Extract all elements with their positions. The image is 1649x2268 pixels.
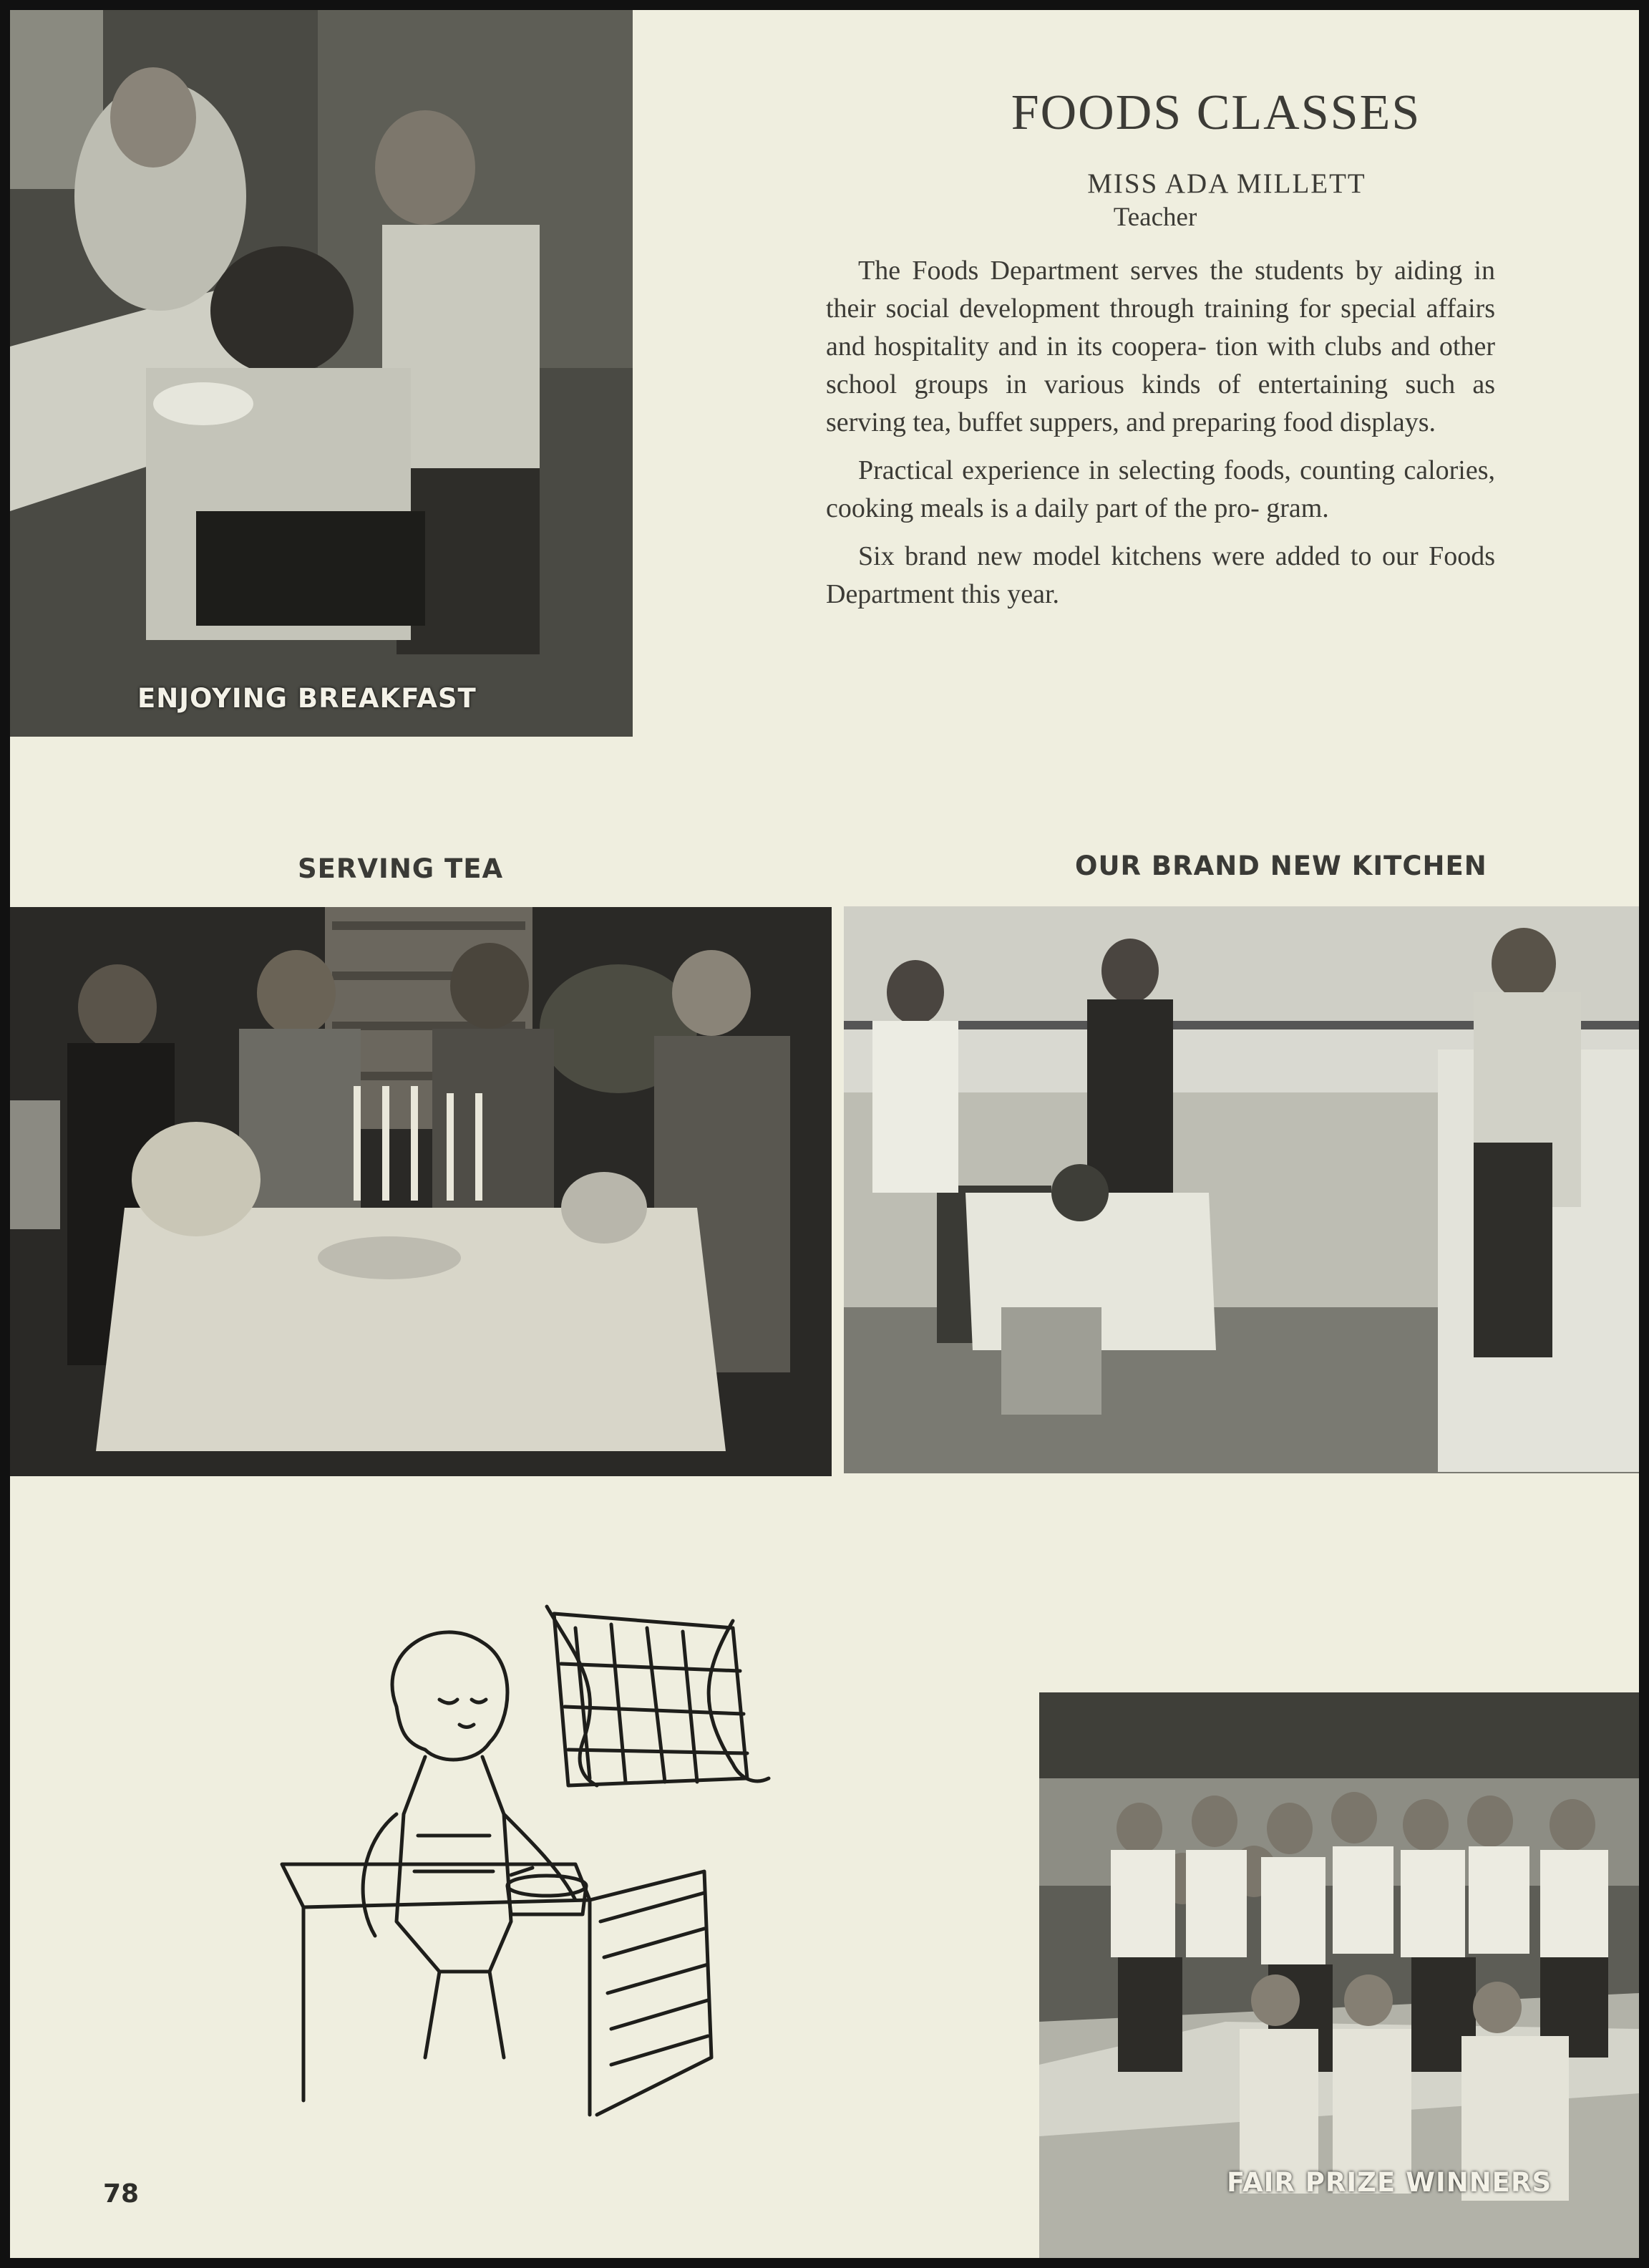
yearbook-page <box>10 10 1639 2258</box>
breakfast-photo-shapes <box>10 10 633 737</box>
photo-enjoying-breakfast <box>10 10 633 737</box>
teacher-role: Teacher <box>1113 203 1197 232</box>
caption-enjoying-breakfast: ENJOYING BREAKFAST <box>137 683 477 714</box>
kitchen-photo-shapes <box>844 906 1639 1473</box>
cartoon-cook-illustration <box>275 1599 790 2172</box>
page-number: 78 <box>103 2179 140 2209</box>
article-body <box>826 252 1495 624</box>
photo-brand-new-kitchen <box>844 906 1639 1473</box>
tea-photo-shapes <box>10 907 832 1476</box>
teacher-name: MISS ADA MILLETT <box>1087 168 1366 199</box>
paragraph: Practical experience in selecting foods, counting calories, cooking meals is a daily part of the pro- gram. <box>826 455 1495 523</box>
photo-fair-prize-winners <box>1039 1692 1639 2258</box>
paragraph: Six brand new model kitchens were added to our Foods Department this year. <box>826 541 1495 609</box>
photo-serving-tea <box>10 907 832 1476</box>
caption-brand-new-kitchen: OUR BRAND NEW KITCHEN <box>1075 850 1487 881</box>
page-title: FOODS CLASSES <box>1011 85 1421 140</box>
paragraph: The Foods Department serves the students by aiding in their social development through training for special affairs and hospitality and in its coopera- tion with clubs and other school groups in various kinds of entertaining such as serving tea, buffet suppers, and preparing food displays. <box>826 256 1495 437</box>
caption-fair-prize-winners: FAIR PRIZE WINNERS <box>1227 2167 1552 2198</box>
caption-serving-tea: SERVING TEA <box>298 853 504 884</box>
